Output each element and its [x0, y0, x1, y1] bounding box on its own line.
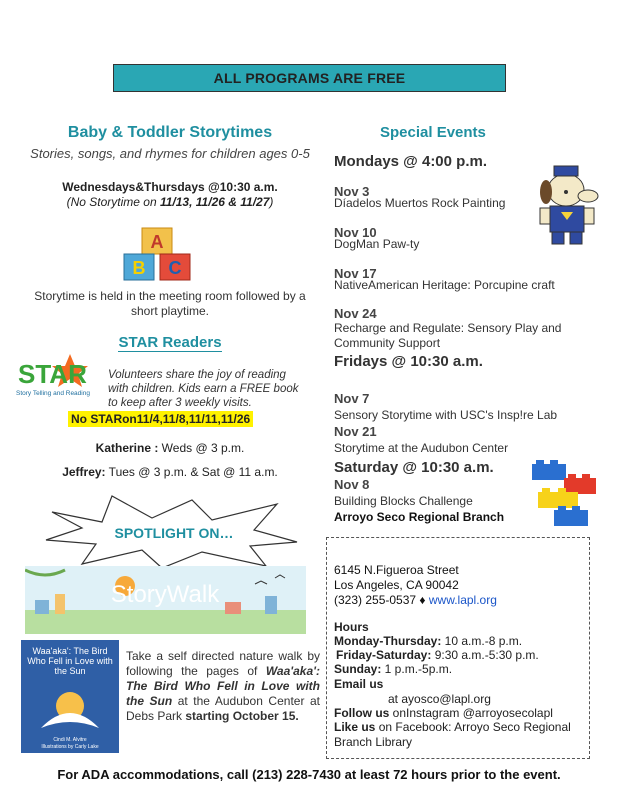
hours-mon-thu: Monday-Thursday: 10 a.m.-8 p.m.	[334, 634, 523, 648]
storywalk-description: Take a self directed nature walk by following the pages of Waa'aka': The Bird Who Fell in Love with the Sun at the Audubon Center at Debs Park starting October 15.	[126, 649, 320, 723]
no-storytime-note: (No Storytime on 11/13, 11/26 & 11/27)	[66, 195, 274, 209]
phone-line: (323) 255-0537 ♦ www.lapl.org	[334, 593, 497, 607]
block-a-letter: A	[150, 232, 164, 252]
book-cover	[21, 640, 119, 753]
star-logo-text: STAR	[18, 359, 87, 389]
no-star-dates: No STARon11/4,11/8,11/11,11/26	[68, 412, 253, 426]
dogman-icon	[528, 162, 606, 248]
book-illustrator: Illustrations by Carly Lake	[41, 744, 99, 750]
jeffrey-schedule: Jeffrey: Tues @ 3 p.m. & Sat @ 11 a.m.	[62, 465, 278, 479]
event-name: Building Blocks Challenge	[334, 494, 473, 508]
address-block	[334, 563, 497, 608]
facebook-line: Like us on Facebook: Arroyo Seco Regional Branch Library	[334, 720, 571, 749]
address-line2: Los Angeles, CA 90042	[334, 578, 459, 592]
hours-fri-sat: Friday-Saturday: 9:30 a.m.-5:30 p.m.	[336, 648, 539, 662]
event-date: Nov 8	[334, 477, 370, 492]
fridays-heading: Fridays @ 10:30 a.m.	[334, 353, 483, 370]
event-date: Nov 3	[334, 184, 370, 199]
storytime-schedule: Wednesdays&Thursdays @10:30 a.m.	[62, 180, 278, 194]
hours-sunday: Sunday: 1 p.m.-5p.m.	[334, 662, 453, 676]
bird-icon	[21, 688, 119, 738]
star-readers-title: STAR Readers	[118, 334, 222, 351]
email-label: Email us	[334, 677, 384, 691]
star-logo-icon	[16, 352, 102, 390]
meeting-room-note: Storytime is held in the meeting room followed by a short playtime.	[34, 289, 306, 318]
event-name: NativeAmerican Heritage: Porcupine craft	[334, 278, 555, 292]
star-logo-subtitle: Story Telling and Reading	[16, 390, 90, 397]
event-name: Recharge and Regulate: Sensory Play and Community Support	[334, 321, 562, 350]
event-name: Sensory Storytime with USC's Insp!re Lab	[334, 408, 558, 422]
building-blocks-icon	[528, 458, 598, 530]
free-programs-banner	[113, 64, 506, 92]
spotlight-burst-icon	[42, 494, 304, 570]
storywalk-scene-icon	[25, 566, 306, 634]
block-b-letter: B	[132, 258, 146, 278]
abc-blocks-icon	[120, 226, 198, 282]
storytime-subtitle: Stories, songs, and rhymes for children ages 0-5	[30, 146, 310, 161]
storywalk-banner	[25, 566, 306, 634]
star-description: Volunteers share the joy of reading with children. Kids earn a FREE book to keep after 3 weekly visits.	[108, 369, 299, 409]
banner-text: ALL PROGRAMS ARE FREE	[213, 70, 406, 86]
book-cover-title: Waa'aka': The Bird Who Fell in Love with the Sun	[27, 646, 113, 676]
mondays-heading: Mondays @ 4:00 p.m.	[334, 153, 487, 170]
book-author: Cindi M. Alvitre	[53, 737, 87, 743]
event-date: Nov 10	[334, 225, 377, 240]
instagram-line: Follow us onInstagram @arroyosecolapl	[334, 706, 553, 720]
storytime-title: Baby & Toddler Storytimes	[67, 124, 273, 141]
event-name: DogMan Paw-ty	[334, 237, 420, 251]
event-date: Nov 21	[334, 424, 377, 439]
saturday-heading: Saturday @ 10:30 a.m.	[334, 459, 494, 476]
branch-name: Arroyo Seco Regional Branch	[334, 510, 505, 524]
ada-footer: For ADA accommodations, call (213) 228-7430 at least 72 hours prior to the event.	[57, 767, 561, 782]
spotlight-text: SPOTLIGHT ON…	[114, 525, 234, 541]
website-link[interactable]: www.lapl.org	[428, 593, 497, 607]
hours-label: Hours	[334, 620, 369, 634]
special-events-title: Special Events	[380, 124, 486, 141]
star-logo	[16, 352, 102, 402]
event-date: Nov 7	[334, 391, 370, 406]
katherine-schedule: Katherine : Weds @ 3 p.m.	[95, 441, 245, 455]
block-c-letter: C	[168, 258, 182, 278]
address-line1: 6145 N.Figueroa Street	[334, 563, 459, 577]
event-date: Nov 24	[334, 306, 377, 321]
event-date: Nov 17	[334, 266, 377, 281]
email-address[interactable]: at ayosco@lapl.org	[388, 692, 491, 706]
event-name: Díadelos Muertos Rock Painting	[334, 196, 506, 210]
storywalk-text: StoryWalk	[110, 581, 220, 608]
event-name: Storytime at the Audubon Center	[334, 441, 509, 455]
